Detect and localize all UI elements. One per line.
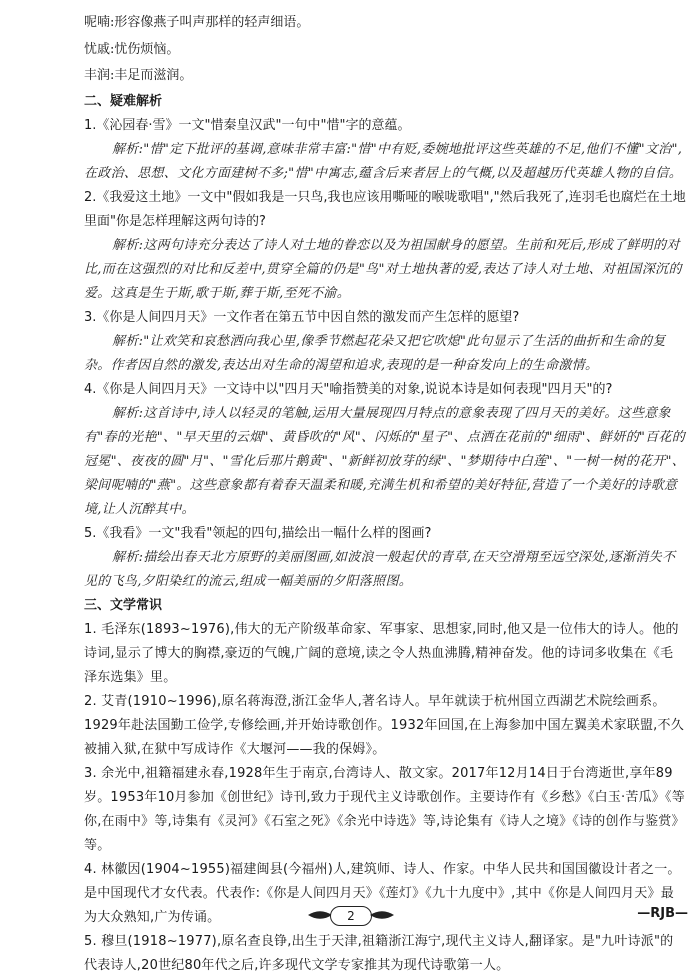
analysis-answer: 解析:描绘出春天北方原野的美丽图画,如波浪一般起伏的青草,在天空滑翔至远空深处,逐渐消失不见的飞鸟,夕阳染红的流云,组成一幅美丽的夕阳落照图。	[84, 549, 676, 589]
analysis-item	[84, 306, 686, 378]
analysis-question: 3.《你是人间四月天》一文作者在第五节中因自然的激发而产生怎样的愿望?	[84, 309, 520, 325]
analysis-item	[84, 378, 686, 522]
gloss-entry: 忧戚:忧伤烦恼。	[84, 41, 180, 57]
literature-entry: 4. 林徽因(1904~1955)福建闽县(今福州)人,建筑师、诗人、作家。中华人民共和国国徽设计者之一。是中国现代才女代表。代表作:《你是人间四月天》《莲灯》《九十九度中》,其中《你是人间四月天》最为大众熟知,广为传诵。	[84, 861, 681, 925]
analysis-question: 4.《你是人间四月天》一文诗中以"四月天"喻指赞美的对象,说说本诗是如何表现"四月天"的?	[84, 381, 613, 397]
literature-entry: 1. 毛泽东(1893~1976),伟大的无产阶级革命家、军事家、思想家,同时,他又是一位伟大的诗人。他的诗词,显示了博大的胸襟,豪迈的气魄,广阔的意境,读之令人热血沸腾,精神奋发。他的诗词多收集在《毛泽东选集》里。	[84, 621, 679, 685]
analysis-item	[84, 522, 686, 594]
analysis-item	[84, 114, 686, 186]
analysis-question: 1.《沁园春·雪》一文"惜秦皇汉武"一句中"惜"字的意蕴。	[84, 117, 411, 133]
analysis-answer: 解析:"让欢笑和哀愁洒向我心里,像季节燃起花朵又把它吹熄"此句显示了生活的曲折和生命的复杂。作者因自然的激发,表达出对生命的渴望和追求,表现的是一种奋发向上的生命激情。	[84, 333, 666, 373]
edition-code: —RJB—	[637, 906, 688, 921]
analysis-answer: 解析:"惜"定下批评的基调,意味非常丰富:"惜"中有贬,委婉地批评这些英雄的不足,他们不懂"文治",在政治、思想、文化方面建树不多;"惜"中寓志,蕴含后来者居上的气概,以及超越历代英雄人物的自信。	[84, 141, 683, 181]
analysis-item	[84, 186, 686, 306]
gloss-entry: 呢喃:形容像燕子叫声那样的轻声细语。	[84, 15, 310, 30]
gloss-entry: 丰润:丰足而滋润。	[84, 68, 193, 83]
analysis-answer: 解析:这首诗中,诗人以轻灵的笔触,运用大量展现四月特点的意象表现了四月天的美好。这些意象有"春的光艳"、"早天里的云烟"、黄昏吹的"风"、闪烁的"星子"、点洒在花前的"细雨"、鲜妍的"百花的冠冕"、夜夜的圆"月"、"雪化后那片鹅黄"、"新鲜初放芽的绿"、"梦期待中白莲"、"一树一树的花开"、梁间呢喃的"燕"。这些意象都有着春天温柔和暖,充满生机和希望的美好特征,营造了一个美好的诗歌意境,让人沉醉其中。	[84, 405, 686, 517]
analysis-answer: 解析:这两句诗充分表达了诗人对土地的眷恋以及为祖国献身的愿望。生前和死后,形成了鲜明的对比,而在这强烈的对比和反差中,贯穿全篇的仍是"鸟"对土地执著的爱,表达了诗人对土地、对祖国深沉的爱。这真是生于斯,歌于斯,葬于斯,至死不渝。	[84, 237, 682, 301]
page-content	[84, 10, 686, 978]
analysis-question: 5.《我看》一文"我看"领起的四句,描绘出一幅什么样的图画?	[84, 525, 432, 541]
analysis-question: 2.《我爱这土地》一文中"假如我是一只鸟,我也应该用嘶哑的喉咙歌唱","然后我死了,连羽毛也腐烂在土地里面"你是怎样理解这两句诗的?	[84, 189, 686, 229]
literature-entry: 3. 余光中,祖籍福建永春,1928年生于南京,台湾诗人、散文家。2017年12月14日于台湾逝世,享年89岁。1953年10月参加《创世纪》诗刊,致力于现代主义诗歌创作。主要诗作有《乡愁》《白玉·苦瓜》《等你,在雨中》等,诗集有《灵河》《石室之死》《余光中诗选》等,诗论集有《诗人之境》《诗的创作与鉴赏》等。	[84, 765, 685, 853]
page-footer	[0, 904, 700, 928]
ornament-icon	[306, 910, 332, 920]
ornament-icon	[370, 910, 396, 920]
literature-entry: 5. 穆旦(1918~1977),原名查良铮,出生于天津,祖籍浙江海宁,现代主义诗人,翻译家。是"九叶诗派"的代表诗人,20世纪80年代之后,许多现代文学专家推其为现代诗歌第一人。	[84, 933, 674, 973]
literature-entry: 2. 艾青(1910~1996),原名蒋海澄,浙江金华人,著名诗人。早年就读于杭州国立西湖艺术院绘画系。1929年赴法国勤工俭学,专修绘画,并开始诗歌创作。1932年回国,在上海参加中国左翼美术家联盟,不久被捕入狱,在狱中写成诗作《大堰河——我的保姆》。	[84, 693, 684, 757]
section-heading: 二、疑难解析	[84, 93, 163, 109]
page-number: 2	[330, 906, 372, 926]
section-heading: 三、文学常识	[84, 597, 163, 613]
